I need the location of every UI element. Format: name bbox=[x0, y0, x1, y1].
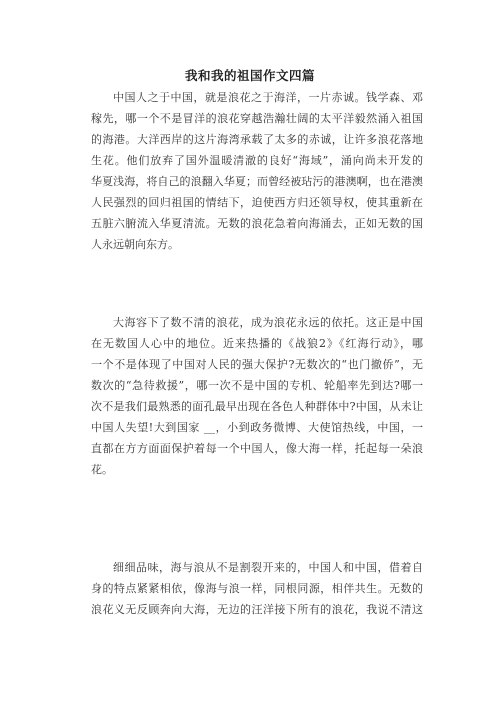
paragraph-line: 次不是我们最熟悉的面孔最早出现在各色人种群体中?中国，从未让 bbox=[91, 400, 423, 413]
paragraph-line: 数次的“急待救援”，哪一次不是中国的专机、轮船率先到达?哪一 bbox=[91, 379, 423, 392]
paragraph-line: 人永远朝向东方。 bbox=[91, 238, 179, 251]
paragraph-line: 浪花义无反顾奔向大海，无边的汪洋接下所有的浪花，我说不清这 bbox=[91, 603, 423, 616]
paragraph-line: 细细品味，海与浪从不是割裂开来的，中国人和中国，借着自 bbox=[113, 561, 423, 574]
paragraph-line: 五脏六腑流入华夏清流。无数的浪花急着向海涌去，正如无数的国 bbox=[91, 217, 423, 230]
paragraph-2 bbox=[91, 312, 423, 480]
paragraph-line: 花。 bbox=[91, 463, 113, 476]
paragraph-line: 生花。他们放弃了国外温暖清澈的良好“海域”，涌向尚未开发的 bbox=[91, 154, 423, 167]
paragraph-line: 人民强烈的回归祖国的情结下，迫使西方归还领导权，使其重新在 bbox=[91, 196, 423, 209]
paragraph-line: 的海港。大洋西岸的这片海湾承载了太多的赤诚，让许多浪花落地 bbox=[91, 133, 423, 146]
paragraph-line: 中国人之于中国，就是浪花之于海洋，一片赤诚。钱学森、邓 bbox=[113, 91, 423, 104]
paragraph-3 bbox=[91, 557, 423, 620]
paragraph-line: 华夏浅海，将自己的浪翻入华夏；而曾经被玷污的港澳啊，也在港澳 bbox=[91, 175, 423, 188]
document-title: 我和我的祖国作文四篇 bbox=[184, 68, 315, 83]
paragraph-line: 直都在方方面面保护着每一个中国人，像大海一样，托起每一朵浪 bbox=[91, 442, 423, 455]
paragraph-line: 在无数国人心中的地位。近来热播的《战狼2》《红海行动》，哪 bbox=[91, 337, 423, 350]
paragraph-line: 中国人失望!大到国家 __，小到政务微博、大使馆热线，中国，一 bbox=[91, 421, 423, 434]
paragraph-1 bbox=[91, 87, 423, 255]
paragraph-line: 稼先，哪一个不是冒洋的浪花穿越浩瀚壮阔的太平洋毅然涌入祖国 bbox=[91, 112, 423, 125]
paragraph-line: 大海容下了数不清的浪花，成为浪花永远的依托。这正是中国 bbox=[113, 316, 423, 329]
paragraph-line: 身的特点紧紧相依，像海与浪一样，同根同源，相伴共生。无数的 bbox=[91, 582, 423, 595]
paragraph-line: 一个不是体现了中国对人民的强大保护?无数次的“也门撤侨”，无 bbox=[91, 358, 423, 371]
